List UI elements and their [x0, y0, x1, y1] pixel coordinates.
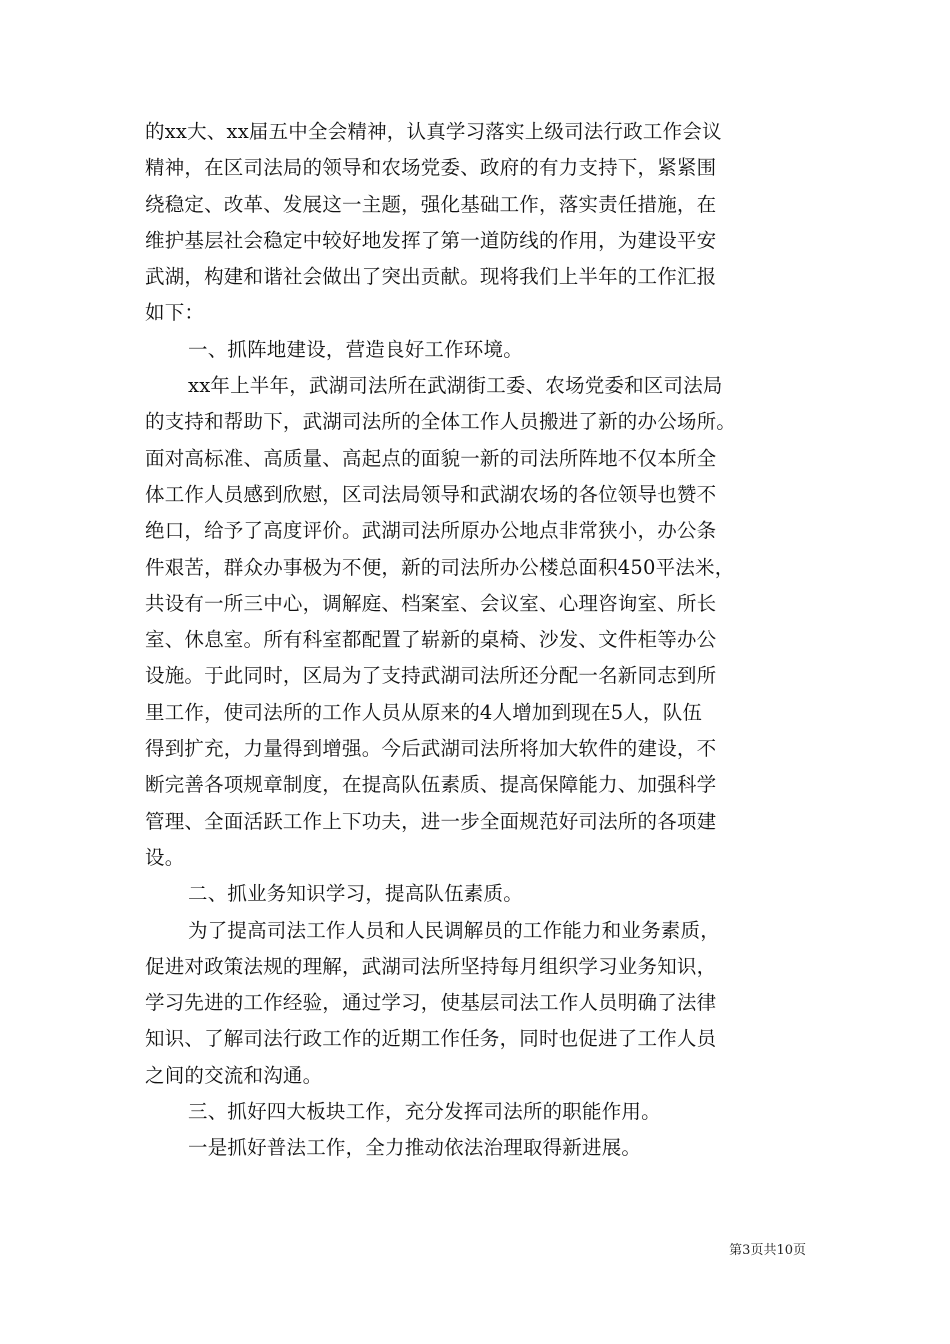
- text-line: 得到扩充，力量得到增强。今后武湖司法所将加大软件的建设，不: [145, 737, 717, 761]
- text-line: 绝口，给予了高度评价。武湖司法所原办公地点非常狭小，办公条: [145, 519, 717, 543]
- section-heading: 一、抓阵地建设，营造良好工作环境。: [188, 337, 523, 361]
- text-line: 维护基层社会稳定中较好地发挥了第一道防线的作用，为建设平安: [145, 228, 717, 252]
- section-heading: 三、抓好四大板块工作，充分发挥司法所的职能作用。: [188, 1100, 661, 1124]
- text-line: 精神，在区司法局的领导和农场党委、政府的有力支持下，紧紧围: [145, 156, 717, 180]
- document-body: [145, 114, 810, 1167]
- text-line: 室、休息室。所有科室都配置了崭新的桌椅、沙发、文件柜等办公: [145, 628, 717, 652]
- text-line: 的支持和帮助下，武湖司法所的全体工作人员搬进了新的办公场所。: [145, 410, 737, 434]
- text-line: 如下：: [145, 301, 205, 325]
- text-line: 绕稳定、改革、发展这一主题，强化基础工作，落实责任措施，在: [145, 192, 717, 216]
- text-line: 一是抓好普法工作，全力推动依法治理取得新进展。: [188, 1136, 642, 1160]
- text-line: 断完善各项规章制度，在提高队伍素质、提高保障能力、加强科学: [145, 773, 717, 797]
- text-line: 管理、全面活跃工作上下功夫，进一步全面规范好司法所的各项建: [145, 809, 717, 833]
- text-line: 为了提高司法工作人员和人民调解员的工作能力和业务素质，: [188, 918, 720, 942]
- text-line: 设。: [145, 845, 185, 869]
- section-heading: 二、抓业务知识学习，提高队伍素质。: [188, 882, 523, 906]
- text-line: 知识、了解司法行政工作的近期工作任务，同时也促进了工作人员: [145, 1027, 717, 1051]
- text-line: 体工作人员感到欣慰，区司法局领导和武湖农场的各位领导也赞不: [145, 482, 717, 506]
- text-line: 里工作，使司法所的工作人员从原来的4人增加到现在5人，队伍: [145, 700, 703, 724]
- text-line: 共设有一所三中心，调解庭、档案室、会议室、心理咨询室、所长: [145, 591, 717, 615]
- text-line: xx年上半年，武湖司法所在武湖街工委、农场党委和区司法局: [188, 374, 723, 398]
- text-line: 设施。于此同时，区局为了支持武湖司法所还分配一名新同志到所: [145, 664, 717, 688]
- text-line: 件艰苦，群众办事极为不便，新的司法所办公楼总面积450平法米，: [145, 555, 735, 579]
- text-line: 面对高标准、高质量、高起点的面貌一新的司法所阵地不仅本所全: [145, 446, 717, 470]
- text-line: 武湖，构建和谐社会做出了突出贡献。现将我们上半年的工作汇报: [145, 265, 717, 289]
- page-number-footer: 第3页共10页: [729, 1243, 806, 1258]
- text-line: 之间的交流和沟通。: [145, 1063, 323, 1087]
- text-line: 的xx大、xx届五中全会精神，认真学习落实上级司法行政工作会议: [145, 120, 722, 143]
- text-line: 学习先进的工作经验，通过学习，使基层司法工作人员明确了法律: [145, 991, 717, 1015]
- text-line: 促进对政策法规的理解，武湖司法所坚持每月组织学习业务知识，: [145, 954, 717, 978]
